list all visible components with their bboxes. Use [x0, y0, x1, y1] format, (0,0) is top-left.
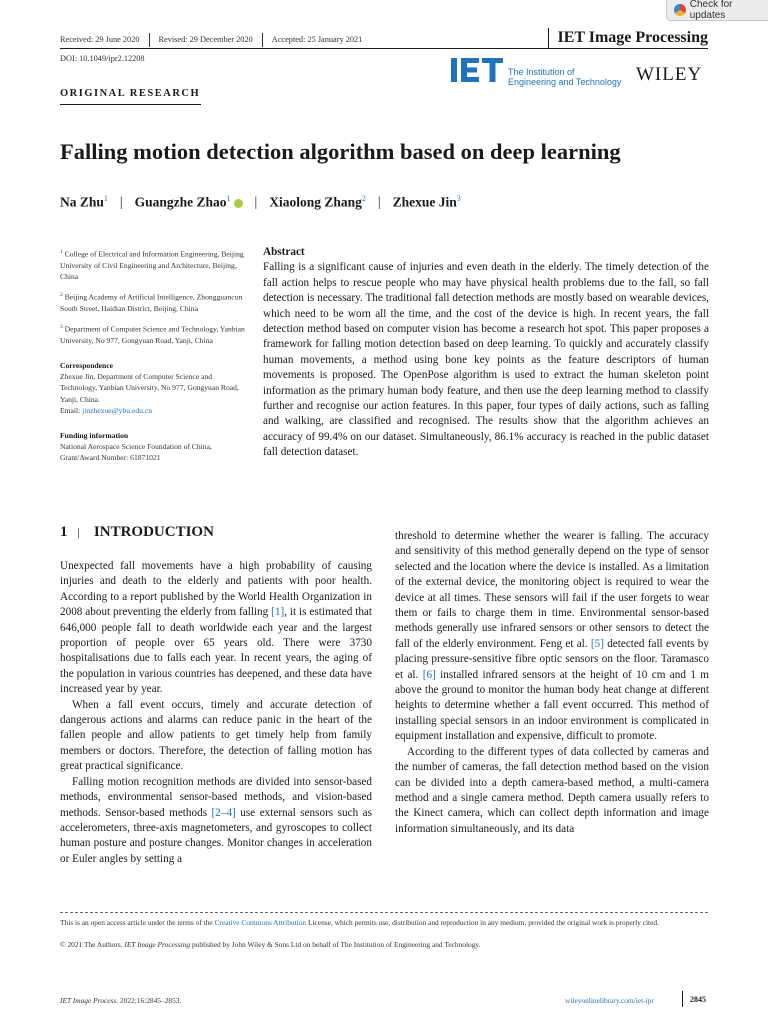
iet-line-1: The Institution of	[508, 67, 575, 77]
author[interactable]: Guangzhe Zhao$^1$	[135, 194, 243, 211]
section-divider	[60, 104, 201, 105]
footer-divider	[60, 912, 708, 913]
abstract	[263, 245, 709, 461]
check-for-updates-button[interactable]	[666, 0, 768, 21]
funding-heading: Funding information	[60, 431, 129, 441]
paragraph: According to the different types of data collected by cameras and the number of cameras, the fall detection method based on the vision can be divided into a depth camera-based method, a multi-camera method and a single camera method. Depth camera usually refers to the Kinect camera, which can collect depth information and image information simultaneously, and its data	[395, 745, 709, 835]
page-number: 2845	[690, 995, 706, 1004]
orcid-icon[interactable]	[234, 199, 243, 208]
paragraph: Unexpected fall movements have a high probability of causing injuries and death to the elderly and patients with poor health. According to a report published by the World Health Organization in 2008 about preventing the elderly from falling [1], it is estimated that 646,000 people fall to death worldwide each year and the largest proportion of people over 65 years old. There were 3730 hospitalisations due to falls each year. In recent years, the aging of the population in various countries has deepened, and these data have increased year by year.	[60, 560, 372, 696]
section-number: 1	[60, 524, 68, 540]
citation-link[interactable]: [1]	[271, 606, 285, 619]
citation-link[interactable]: [6]	[422, 668, 436, 681]
publisher-logo: WILEY	[636, 64, 703, 85]
journal-url-link[interactable]: wileyonlinelibrary.com/iet-ipr	[565, 996, 654, 1005]
affiliation: $^1$ College of Electrical and Information Engineering, Beijing University of Civil Engineering and Architecture, Beijing, China	[60, 249, 244, 281]
author-separator: |	[254, 194, 258, 210]
received-date: Received: 29 June 2020	[60, 33, 150, 47]
section-title: INTRODUCTION	[93, 524, 214, 540]
body-column-left	[60, 559, 372, 867]
abstract-heading: Abstract	[263, 246, 305, 258]
license-notice: This is an open access article under the terms of the Creative Commons Attribution License, which permits use, distribution and reproduction in any medium, provided the original work is properly cited.	[60, 918, 659, 927]
accepted-date: Accepted: 25 January 2021	[271, 35, 363, 44]
author-list	[60, 194, 461, 211]
iet-logo-text	[508, 67, 621, 87]
citation-link[interactable]: [2–4]	[211, 806, 236, 819]
iet-line-2: Engineering and Technology	[508, 77, 622, 87]
section-label: ORIGINAL RESEARCH	[60, 88, 201, 99]
correspondence-text: Zhexue Jin, Department of Computer Science and Technology, Yanbian University, No 977, Gongyuan Road, Yanji, China. Email: jinzhexue@ybu.edu.cn	[60, 372, 239, 415]
article-dates	[60, 33, 371, 47]
funding-text: National Aerospace Science Foundation of China, Grant/Award Number: 61871021	[60, 442, 212, 463]
article-title: Falling motion detection algorithm based on deep learning	[60, 139, 621, 164]
update-icon	[674, 4, 686, 16]
citation-line: IET Image Process. 2022;16:2845–2853.	[60, 996, 182, 1005]
email-link[interactable]: jinzhexue@ybu.edu.cn	[82, 405, 152, 415]
body-column-right	[395, 529, 709, 837]
license-link[interactable]: Creative Commons Attribution	[214, 918, 307, 927]
author-separator: |	[119, 194, 123, 210]
journal-name: IET Image Processing	[548, 28, 708, 48]
affiliation: $^2$ Beijing Academy of Artificial Intelligence, Zhongguancun South Street, Haidian District, Beijing, China	[60, 292, 243, 313]
footer-separator	[682, 991, 683, 1007]
copyright-notice: © 2021 The Authors. IET Image Processing published by John Wiley & Sons Ltd on behalf of The Institution of Engineering and Technology.	[60, 940, 481, 949]
paragraph: Falling motion recognition methods are divided into sensor-based methods, environmental sensor-based methods, and vision-based methods. Sensor-based methods [2–4] use external sensors such as accelerometers, three-axis magnetometers, and gyroscopes to collect human posture and posture changes. Monitor changes in acceleration or Euler angles by setting a	[60, 775, 372, 865]
check-for-updates-label: Check for updates	[689, 0, 733, 21]
iet-logo-icon	[451, 58, 503, 82]
correspondence-heading: Correspondence	[60, 361, 114, 371]
article-info-column	[60, 247, 246, 472]
abstract-text: Falling is a significant cause of injuries and even death in the elderly. The timely detection of the fall action helps to rescue people who may have physical health problems due to the fall, so fall detection is necessary. The traditional fall detection methods are mostly based on wearable devices, which need to be worn all the time, and the cost of the device is high. In recent years, the fall detection method based on computer vision has become a research hot spot. This paper proposes a framework for falling motion detection based on deep learning. To quickly and accurately classify human movements, a method using bone key points as the feature descriptors of human movements is proposed. The OpenPose algorithm is used to extract the human skeleton point information as the primary human body feature, and then use the deep learning method to classify further and recognise our action features. In this paper, four types of daily actions, such as falling and walking, are classified and recognised. The results show that the algorithm achieves an accuracy of 99.4% on our dataset. Simultaneously, 86.1% accuracy is reached in the public dataset fall detection dataset.	[263, 261, 709, 459]
author[interactable]: Na Zhu$^1$	[60, 194, 108, 210]
section-heading: 1 | INTRODUCTION	[60, 524, 214, 540]
affiliation: $^3$ Department of Computer Science and Technology, Yanbian University, No 977, Gongyuan Road, Yanji, China	[60, 324, 245, 345]
paragraph: When a fall event occurs, timely and accurate detection of dangerous actions and alarms can reduce panic in the heart of the fallen people and allow patients to get timely help from family members or doctors. Therefore, the detection of falling motion has great practical significance.	[60, 698, 372, 773]
author[interactable]: Zhexue Jin$^3$	[392, 194, 461, 210]
paragraph: threshold to determine whether the wearer is falling. The accuracy and sensitivity of this method generally depend on the type of sensor selected and the location where the device is installed. As a limitation of the external device, the monitoring object is required to wear the device at all times. These sensors will fail if the user forgets to wear them or fails to charge them in time. Environmental sensor-based methods generally use infrared sensors or other sensors to detect the fall of the elderly environment. Feng et al. [5] detected fall events by placing pressure-sensitive fibre optic sensors on the floor. Taramasco et al. [6] installed infrared sensors at the height of 10 cm and 1 m above the ground to monitor the human body heat change at different heights to determine whether a fall event occurred. This method of installing special sensors in an indoor environment is complicated in equipment installation and expensive, difficult to promote.	[395, 530, 710, 743]
citation-link[interactable]: [5]	[590, 637, 604, 650]
header-divider	[60, 48, 708, 49]
revised-date: Revised: 29 December 2020	[150, 33, 263, 47]
author-separator: |	[377, 194, 381, 210]
author[interactable]: Xiaolong Zhang$^2$	[269, 194, 366, 210]
doi[interactable]: DOI: 10.1049/ipr2.12208	[60, 54, 145, 63]
